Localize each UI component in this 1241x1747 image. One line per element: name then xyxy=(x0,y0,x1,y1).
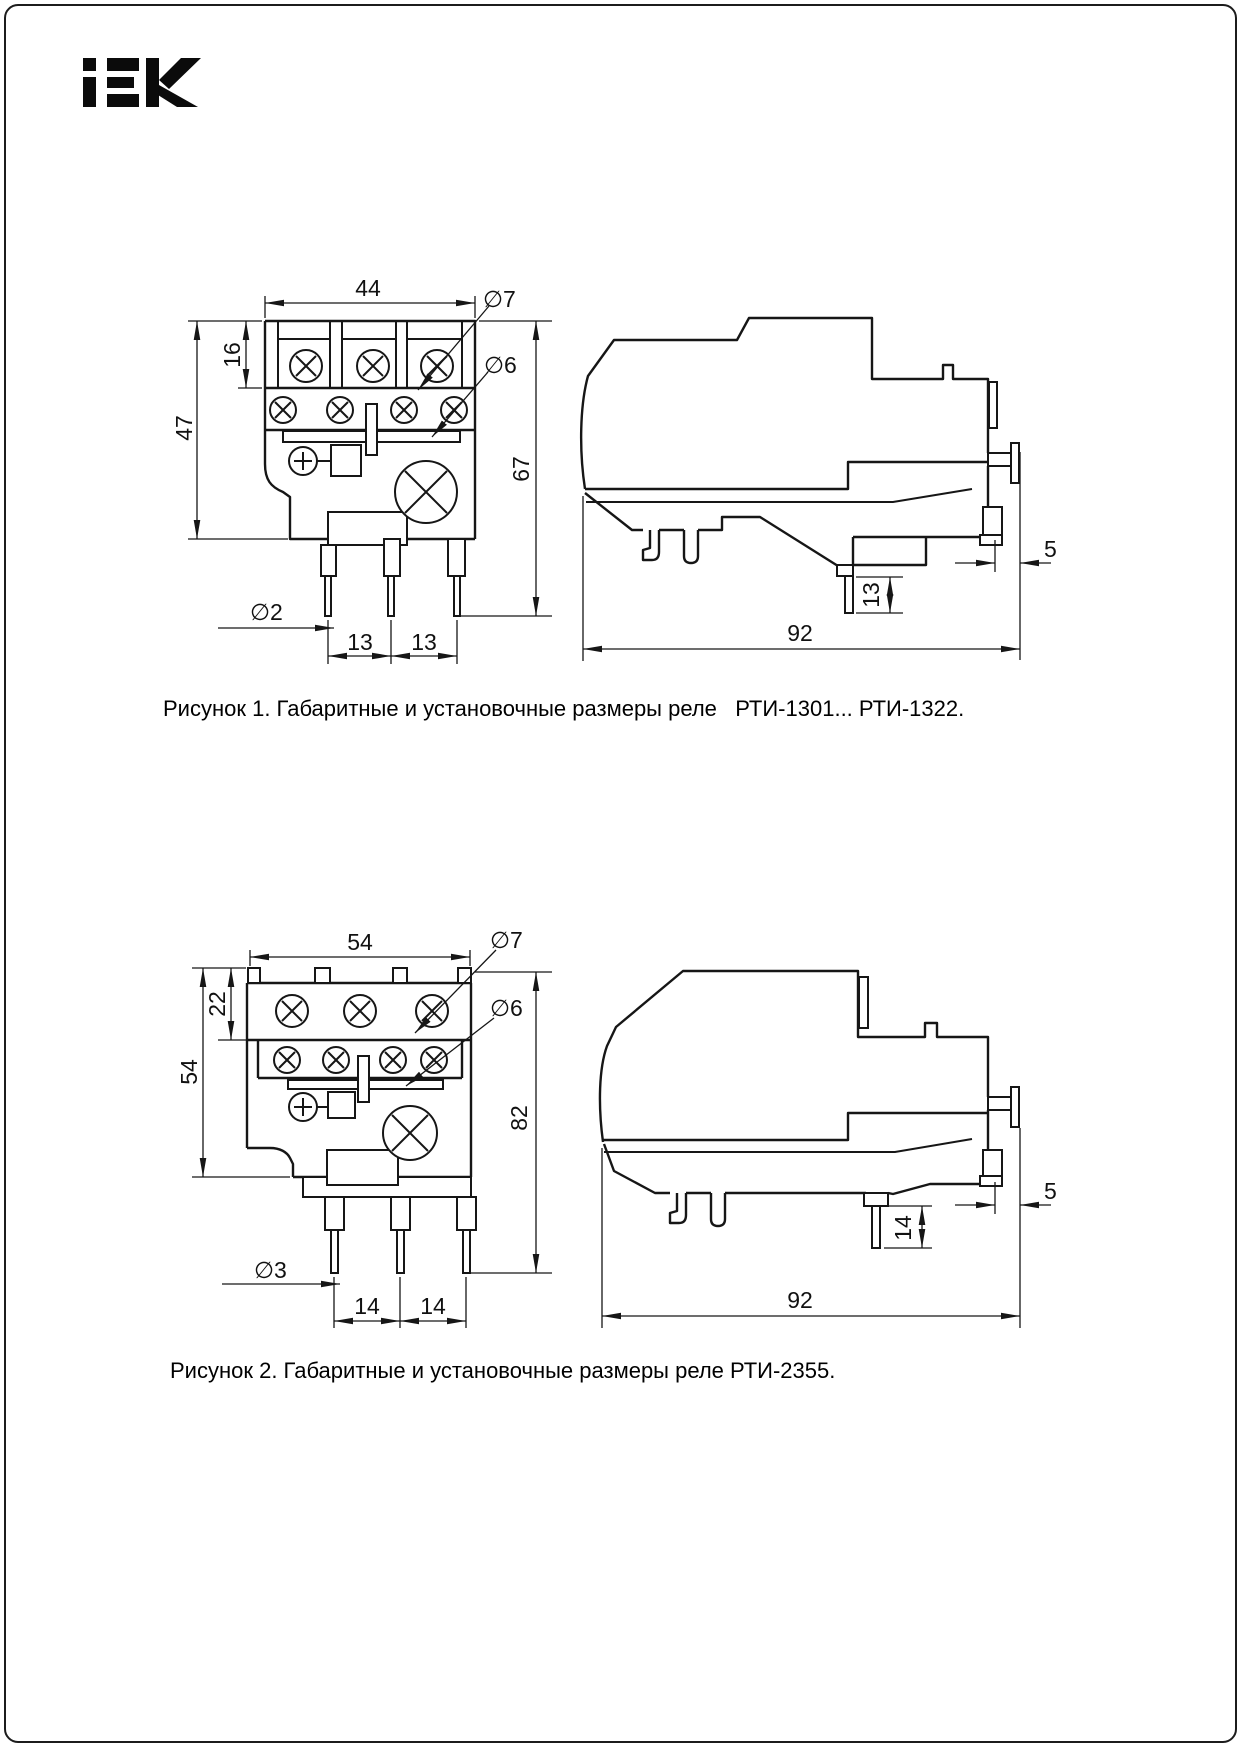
fig2-dim-dia-mid: ∅6 xyxy=(490,995,523,1021)
fig1-dim-offset: 5 xyxy=(1044,536,1057,562)
figure1-caption: Рисунок 1. Габаритные и установочные размеры реле РТИ-1301... РТИ-1322. xyxy=(163,696,965,721)
fig1-dim-dia-pin: ∅2 xyxy=(250,599,283,625)
fig1-front-view xyxy=(171,275,552,664)
fig2-front-dimensions xyxy=(176,927,552,1328)
fig1-side-dimensions xyxy=(583,452,1057,661)
fig1-dim-row-h: 16 xyxy=(219,342,245,368)
fig1-dim-body-h: 47 xyxy=(171,415,197,441)
fig1-dim-pin-len: 13 xyxy=(858,582,884,608)
fig1-front-pins xyxy=(321,539,465,616)
fig2-dim-row-h: 22 xyxy=(204,991,230,1017)
fig1-dim-pitch1: 13 xyxy=(347,629,373,655)
fig2-dim-pin-len: 14 xyxy=(890,1215,916,1241)
fig1-dim-width: 44 xyxy=(355,275,381,301)
fig2-dim-dia-top: ∅7 xyxy=(490,927,523,953)
fig2-side-view xyxy=(600,971,1057,1328)
fig1-dim-total-h: 67 xyxy=(508,456,534,482)
fig2-front-view xyxy=(176,927,552,1328)
fig1-dim-dia-top: ∅7 xyxy=(483,286,516,312)
fig2-dim-dia-pin: ∅3 xyxy=(254,1257,287,1283)
fig2-dim-pitch1: 14 xyxy=(354,1293,380,1319)
fig2-dim-body-h: 54 xyxy=(176,1059,202,1085)
figure2-caption: Рисунок 2. Габаритные и установочные размеры реле РТИ-2355. xyxy=(170,1358,836,1383)
fig1-side-view xyxy=(581,318,1057,661)
fig1-dim-pitch2: 13 xyxy=(411,629,437,655)
iek-logo xyxy=(83,58,201,107)
fig2-dim-offset: 5 xyxy=(1044,1178,1057,1204)
fig2-dim-side-width: 92 xyxy=(787,1287,813,1313)
fig2-dim-pitch2: 14 xyxy=(420,1293,446,1319)
fig1-side-body xyxy=(581,318,1019,613)
fig2-front-pins xyxy=(325,1197,476,1273)
fig2-dim-width: 54 xyxy=(347,929,373,955)
fig1-dim-side-width: 92 xyxy=(787,620,813,646)
fig2-dim-total-h: 82 xyxy=(506,1105,532,1131)
fig1-dim-dia-mid: ∅6 xyxy=(484,352,517,378)
fig2-side-body xyxy=(600,971,1019,1248)
